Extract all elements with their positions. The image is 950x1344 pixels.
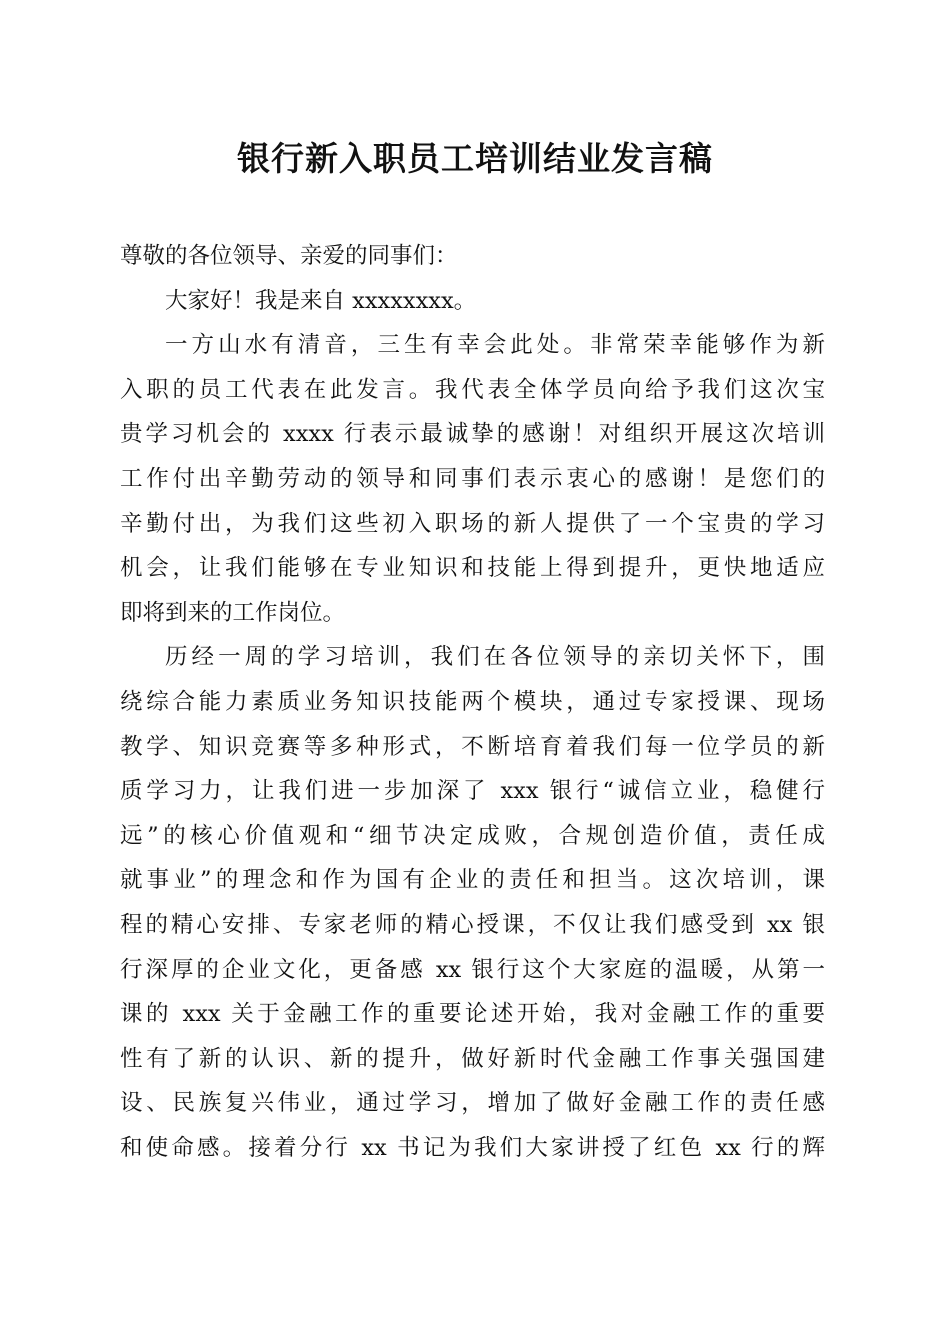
paragraph-line: 贵学习机会的 xxxx 行表示最诚挚的感谢！对组织开展这次培训 bbox=[120, 421, 825, 448]
document-title: 银行新入职员工培训结业发言稿 bbox=[237, 139, 713, 178]
paragraph-line: 设、民族复兴伟业，通过学习，增加了做好金融工作的责任感 bbox=[120, 1090, 825, 1117]
paragraph-line: 机会，让我们能够在专业知识和技能上得到提升，更快地适应 bbox=[120, 555, 825, 582]
paragraph-line: 质学习力，让我们进一步加深了 xxx 银行“诚信立业，稳健行 bbox=[120, 778, 825, 805]
paragraph-line: 即将到来的工作岗位。 bbox=[120, 599, 346, 626]
paragraph-line: 和使命感。接着分行 xx 书记为我们大家讲授了红色 xx 行的辉 bbox=[120, 1134, 825, 1161]
document-body bbox=[120, 234, 825, 1170]
paragraph-line: 就事业”的理念和作为国有企业的责任和担当。这次培训，课 bbox=[120, 867, 825, 894]
paragraph-line: 一方山水有清音，三生有幸会此处。非常荣幸能够作为新 bbox=[165, 332, 825, 359]
salutation: 尊敬的各位领导、亲爱的同事们： bbox=[120, 243, 458, 269]
paragraph-line: 远”的核心价值观和“细节决定成败，合规创造价值，责任成 bbox=[120, 822, 825, 849]
paragraph-line: 入职的员工代表在此发言。我代表全体学员向给予我们这次宝 bbox=[120, 376, 825, 403]
paragraph-line: 工作付出辛勤劳动的领导和同事们表示衷心的感谢！是您们的 bbox=[120, 465, 825, 492]
paragraph-line: 课的 xxx 关于金融工作的重要论述开始，我对金融工作的重要 bbox=[120, 1001, 825, 1028]
paragraph-greeting: 大家好！我是来自 xxxxxxxx。 bbox=[165, 287, 477, 314]
paragraph-line: 辛勤付出，为我们这些初入职场的新人提供了一个宝贵的学习 bbox=[120, 510, 825, 537]
paragraph-line: 程的精心安排、专家老师的精心授课，不仅让我们感受到 xx 银 bbox=[120, 911, 825, 938]
paragraph-line: 历经一周的学习培训，我们在各位领导的亲切关怀下，围 bbox=[165, 644, 825, 671]
paragraph-line: 性有了新的认识、新的提升，做好新时代金融工作事关强国建 bbox=[120, 1045, 825, 1072]
paragraph-line: 教学、知识竞赛等多种形式，不断培育着我们每一位学员的新 bbox=[120, 733, 825, 760]
paragraph-line: 行深厚的企业文化，更备感 xx 银行这个大家庭的温暖，从第一 bbox=[120, 956, 825, 983]
paragraph-line: 绕综合能力素质业务知识技能两个模块，通过专家授课、现场 bbox=[120, 688, 825, 715]
